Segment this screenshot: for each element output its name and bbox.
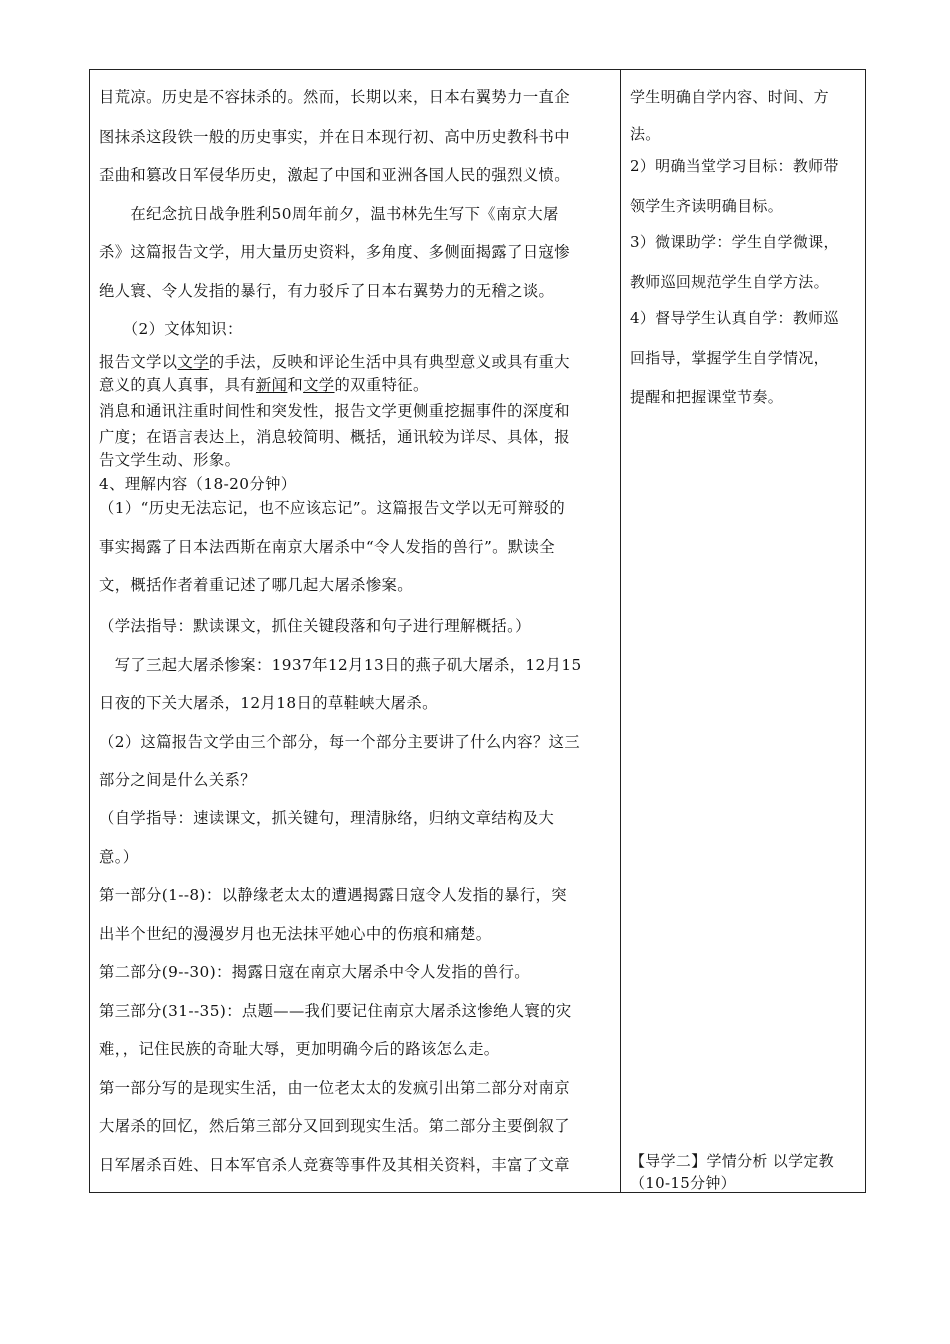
text-line: 图抹杀这段铁一般的历史事实，并在日本现行初、高中历史教科书中 (99, 128, 570, 146)
text-line: 第一部分(1--8)：以静缘老太太的遭遇揭露日寇令人发指的暴行，突 (99, 886, 567, 904)
text-line: 文，概括作者着重记述了哪几起大屠杀惨案。 (99, 576, 413, 594)
text-line: 回指导，掌握学生自学情况， (630, 349, 829, 367)
text-line: 意。） (99, 848, 139, 866)
guide-section-heading: 【导学二】学情分析 以学定教 (630, 1152, 834, 1170)
text-span: 报告文学以 (99, 353, 178, 371)
genre-line (99, 352, 570, 372)
text-line: 难，，记住民族的奇耻大辱，更加明确今后的路该怎么走。 (99, 1040, 500, 1058)
text-line: （学法指导：默读课文，抓住关键段落和句子进行理解概括。） (99, 617, 531, 635)
text-line: 第三部分(31--35)：点题——我们要记住南京大屠杀这惨绝人寰的灾 (99, 1002, 572, 1020)
section-heading: 4、理解内容（18-20分钟） (99, 475, 297, 493)
left-column-content (90, 70, 621, 1192)
text-line: 在纪念抗日战争胜利50周年前夕，温书林先生写下《南京大屠 (99, 205, 559, 223)
text-line: 第一部分写的是现实生活，由一位老太太的发疯引出第二部分对南京 (99, 1079, 570, 1097)
text-line: 教师巡回规范学生自学方法。 (630, 273, 829, 291)
text-line: 绝人寰、令人发指的暴行，有力驳斥了日本右翼势力的无稽之谈。 (99, 282, 555, 300)
genre-line: 广度；在语言表达上，消息较简明、概括，通讯较为详尽、具体，报 (99, 428, 570, 446)
underlined-term: 新闻 (255, 376, 288, 394)
text-line: 日夜的下关大屠杀，12月18日的草鞋峡大屠杀。 (99, 694, 438, 712)
text-line: 大屠杀的回忆，然后第三部分又回到现实生活。第二部分主要倒叙了 (99, 1117, 570, 1135)
underlined-term: 文学 (303, 376, 335, 394)
text-line: 提醒和把握课堂节奏。 (630, 388, 784, 406)
underlined-term: 文学 (177, 353, 209, 371)
text-line: 杀》这篇报告文学，用大量历史资料，多角度、多侧面揭露了日寇惨 (99, 243, 570, 261)
right-column-content (621, 70, 865, 1192)
text-span: 和 (287, 376, 304, 394)
text-line: 法。 (630, 125, 661, 143)
text-line: （1）“历史无法忘记，也不应该忘记”。这篇报告文学以无可辩驳的 (99, 499, 566, 517)
genre-line: 消息和通讯注重时间性和突发性，报告文学更侧重挖掘事件的深度和 (99, 402, 570, 420)
text-span: 的手法，反映和评论生活中具有典型意义或具有重大 (208, 353, 570, 371)
text-line: 3）微课助学：学生自学微课， (630, 233, 839, 251)
text-line: 写了三起大屠杀惨案：1937年12月13日的燕子矶大屠杀，12月15 (99, 656, 582, 674)
text-line: 4）督导学生认真自学：教师巡 (630, 309, 839, 327)
text-line: 事实揭露了日本法西斯在南京大屠杀中“令人发指的兽行”。默读全 (99, 538, 555, 556)
text-line: 部分之间是什么关系？ (99, 771, 256, 789)
text-line: 目荒凉。历史是不容抹杀的。然而，长期以来，日本右翼势力一直企 (99, 88, 570, 106)
text-line: 歪曲和篡改日军侵华历史，激起了中国和亚洲各国人民的强烈义愤。 (99, 166, 570, 184)
lesson-plan-table (89, 69, 866, 1193)
genre-line (99, 375, 429, 395)
text-line: （自学指导：速读课文，抓关键句，理清脉络，归纳文章结构及大 (99, 809, 555, 827)
text-span: 的双重特征。 (334, 376, 429, 394)
text-line: 学生明确自学内容、时间、方 (630, 88, 829, 106)
guide-section-time: （10-15分钟） (630, 1174, 736, 1192)
section-heading: （2）文体知识： (99, 320, 243, 338)
text-line: 领学生齐读明确目标。 (630, 197, 784, 215)
text-line: 第二部分(9--30)：揭露日寇在南京大屠杀中令人发指的兽行。 (99, 963, 530, 981)
text-line: 出半个世纪的漫漫岁月也无法抹平她心中的伤痕和痛楚。 (99, 925, 492, 943)
text-line: 2）明确当堂学习目标：教师带 (630, 157, 839, 175)
text-span: 意义的真人真事，具有 (99, 376, 256, 394)
genre-line: 告文学生动、形象。 (99, 451, 241, 469)
text-line: 日军屠杀百姓、日本军官杀人竞赛等事件及其相关资料，丰富了文章 (99, 1156, 570, 1174)
text-line: （2）这篇报告文学由三个部分，每一个部分主要讲了什么内容？这三 (99, 733, 581, 751)
